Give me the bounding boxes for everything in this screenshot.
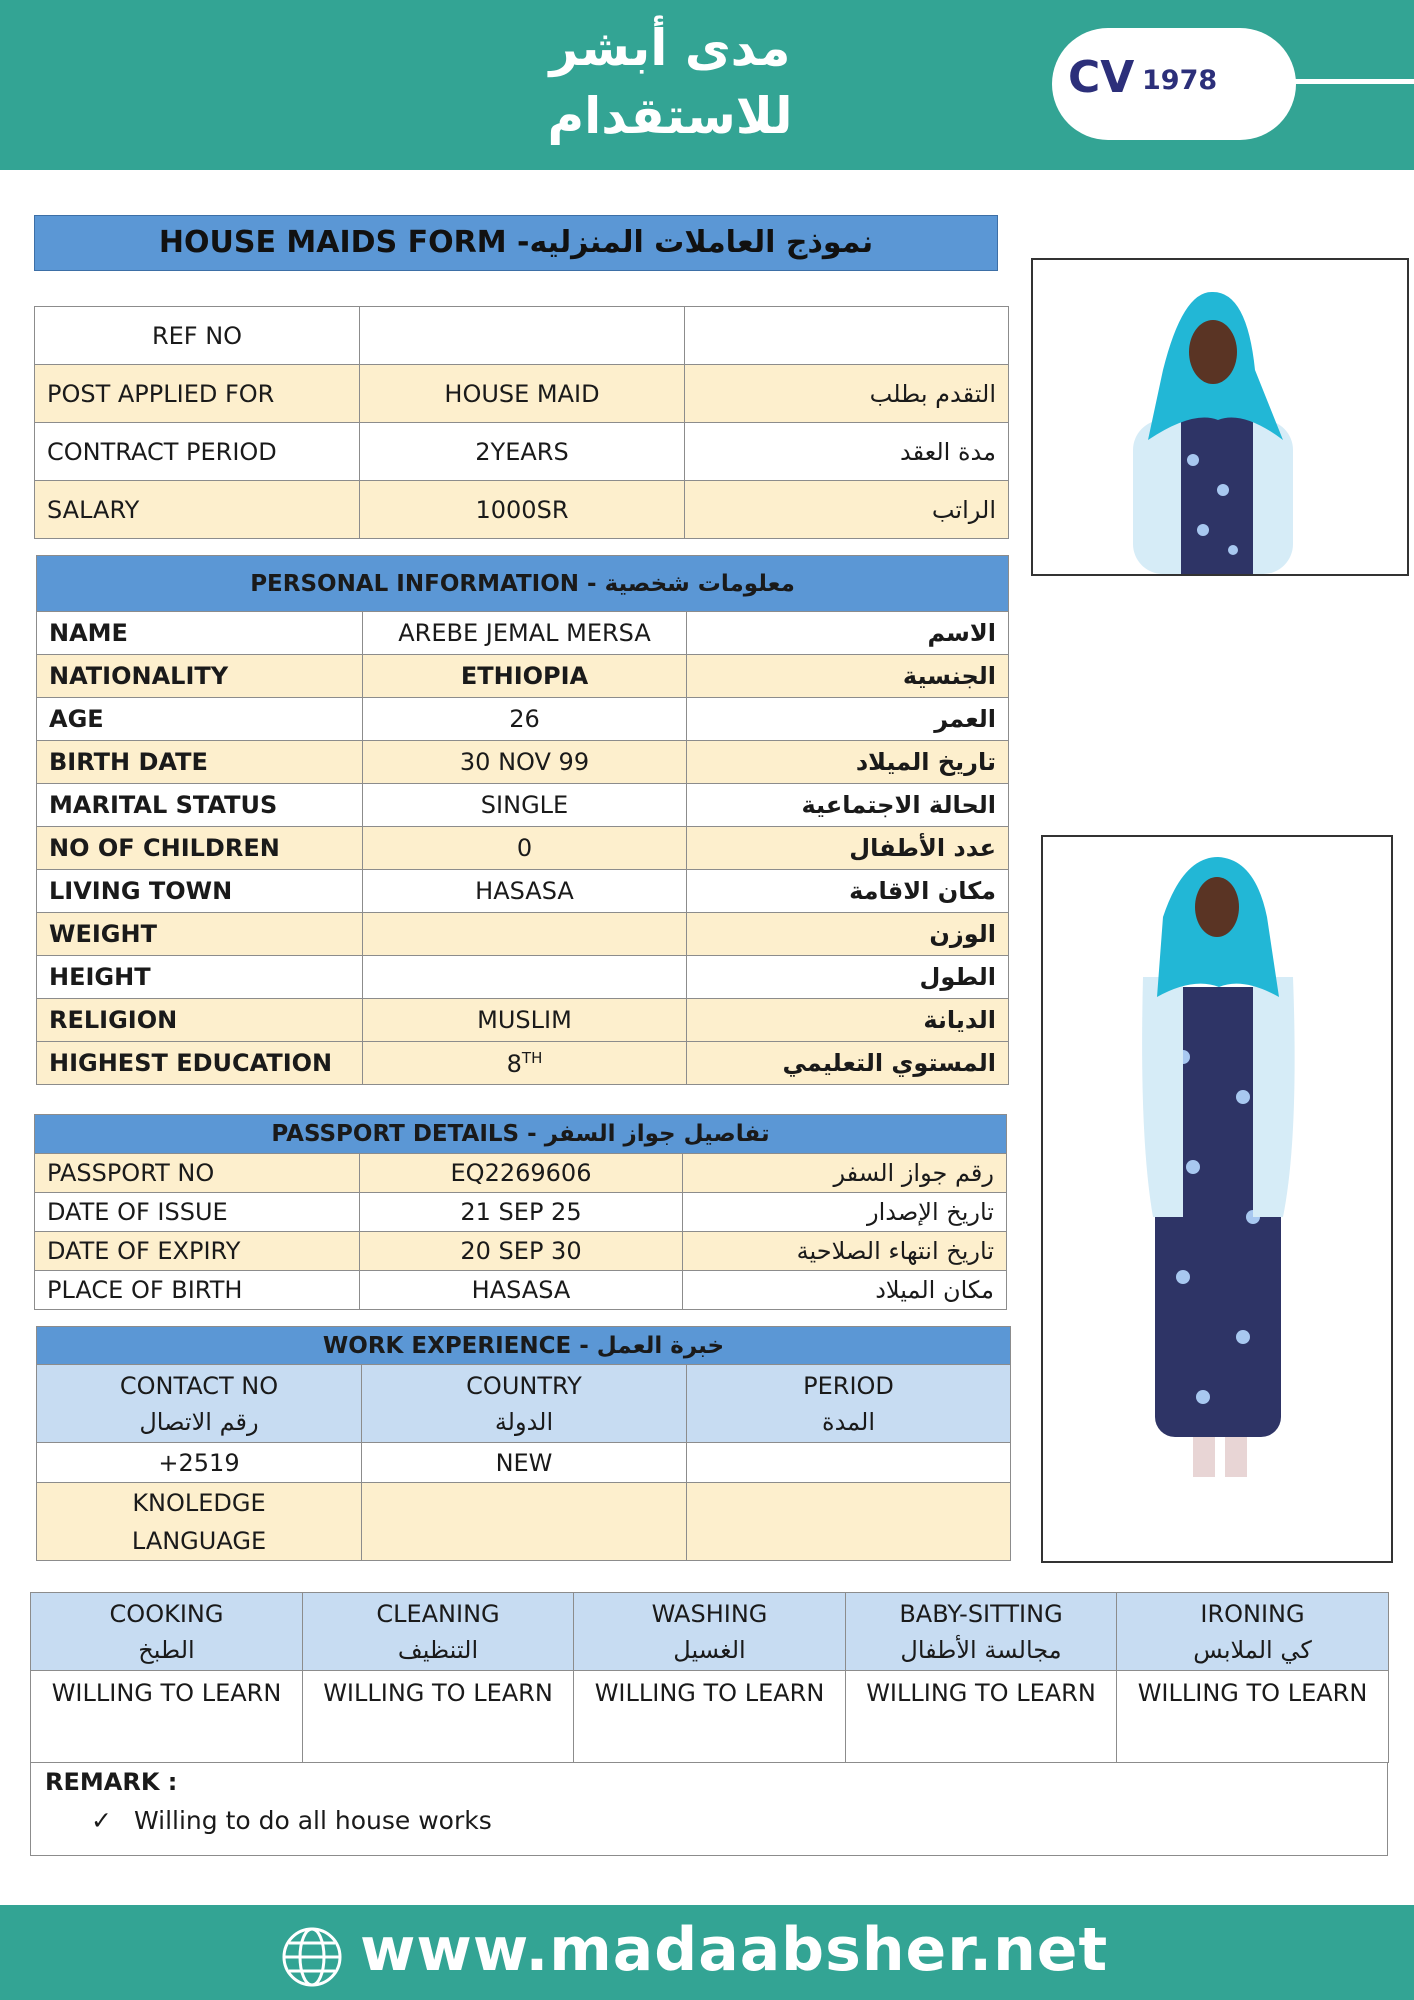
contact-no-header [37, 1365, 362, 1443]
full-body-photo [1041, 835, 1393, 1563]
skill-washing-ar: الغسيل [673, 1635, 746, 1664]
washing-status: WILLING TO LEARN [574, 1671, 846, 1763]
skill-washing [574, 1593, 846, 1671]
nationality-arabic: الجنسية [687, 655, 1009, 698]
knowledge-label-line-1: KNOLEDGE [132, 1488, 266, 1517]
age-value: 26 [363, 698, 687, 741]
header-banner [0, 0, 1414, 170]
skill-cleaning-ar: التنظيف [397, 1635, 479, 1664]
header-divider-line [1280, 79, 1414, 84]
marital-status-label: MARITAL STATUS [37, 784, 363, 827]
table-row [37, 698, 1009, 741]
birth-date-value: 30 NOV 99 [363, 741, 687, 784]
skills-header-row [31, 1593, 1389, 1671]
table-row [35, 1193, 1007, 1232]
table-row [37, 1042, 1009, 1085]
expiry-date-arabic: تاريخ انتهاء الصلاحية [683, 1232, 1007, 1271]
height-value [363, 956, 687, 999]
contract-period-label: CONTRACT PERIOD [35, 423, 360, 481]
name-arabic: الاسم [687, 612, 1009, 655]
personal-info-table [36, 555, 1009, 1085]
name-label: NAME [37, 612, 363, 655]
remark-title: REMARK : [45, 1768, 178, 1796]
children-value: 0 [363, 827, 687, 870]
contact-no-header-en: CONTACT NO [119, 1371, 279, 1400]
living-town-value: HASASA [363, 870, 687, 913]
salary-arabic: الراتب [685, 481, 1009, 539]
brand-line-1: مدى أبشر [549, 19, 791, 77]
table-row [37, 870, 1009, 913]
passport-no-value: EQ2269606 [360, 1154, 683, 1193]
weight-label: WEIGHT [37, 913, 363, 956]
height-arabic: الطول [687, 956, 1009, 999]
skills-status-row [31, 1671, 1389, 1763]
cooking-status: WILLING TO LEARN [31, 1671, 303, 1763]
skill-ironing [1117, 1593, 1389, 1671]
section-header [35, 1115, 1007, 1154]
ref-no-label: REF NO [35, 307, 360, 365]
table-row [37, 1483, 1011, 1561]
country-header [362, 1365, 687, 1443]
contact-no-value: +2519 [37, 1443, 362, 1483]
ironing-status: WILLING TO LEARN [1117, 1671, 1389, 1763]
children-arabic: عدد الأطفال [687, 827, 1009, 870]
table-row [37, 827, 1009, 870]
skill-baby-sitting-en: BABY-SITTING [899, 1599, 1063, 1628]
period-header-en: PERIOD [803, 1371, 894, 1400]
table-row [35, 481, 1009, 539]
expiry-date-value: 20 SEP 30 [360, 1232, 683, 1271]
marital-status-value: SINGLE [363, 784, 687, 827]
children-label: NO OF CHILDREN [37, 827, 363, 870]
portrait-photo [1031, 258, 1409, 576]
skill-washing-en: WASHING [651, 1599, 768, 1628]
education-value [363, 1042, 687, 1085]
table-row [35, 307, 1009, 365]
table-row [37, 741, 1009, 784]
passport-title: PASSPORT DETAILS - تفاصيل جواز السفر [35, 1115, 1007, 1154]
section-header [37, 1327, 1011, 1365]
skill-ironing-ar: كي الملابس [1193, 1635, 1312, 1664]
education-label: HIGHEST EDUCATION [37, 1042, 363, 1085]
issue-date-value: 21 SEP 25 [360, 1193, 683, 1232]
passport-no-label: PASSPORT NO [35, 1154, 360, 1193]
personal-info-title: PERSONAL INFORMATION - معلومات شخصية [37, 556, 1009, 612]
birth-date-label: BIRTH DATE [37, 741, 363, 784]
globe-icon [280, 1925, 344, 1989]
brand-name [400, 14, 940, 150]
age-label: AGE [37, 698, 363, 741]
skill-cooking [31, 1593, 303, 1671]
baby-sitting-status: WILLING TO LEARN [846, 1671, 1117, 1763]
work-header-row [37, 1365, 1011, 1443]
cv-number: 1978 [1142, 65, 1218, 96]
birth-date-arabic: تاريخ الميلاد [687, 741, 1009, 784]
portrait-figure [1033, 260, 1407, 574]
education-arabic: المستوي التعليمي [687, 1042, 1009, 1085]
footer-banner [0, 1905, 1414, 2000]
country-header-en: COUNTRY [466, 1371, 582, 1400]
name-value: AREBE JEMAL MERSA [363, 612, 687, 655]
living-town-label: LIVING TOWN [37, 870, 363, 913]
post-applied-label: POST APPLIED FOR [35, 365, 360, 423]
religion-label: RELIGION [37, 999, 363, 1042]
passport-table [34, 1114, 1007, 1310]
table-row [37, 655, 1009, 698]
remark-item [91, 1806, 492, 1835]
table-row [37, 612, 1009, 655]
place-of-birth-arabic: مكان الميلاد [683, 1271, 1007, 1310]
place-of-birth-value: HASASA [360, 1271, 683, 1310]
skills-table [30, 1592, 1389, 1763]
country-header-ar: الدولة [494, 1407, 554, 1436]
contact-no-header-ar: رقم الاتصال [139, 1407, 259, 1436]
cv-prefix: CV [1068, 52, 1135, 103]
nationality-label: NATIONALITY [37, 655, 363, 698]
skill-baby-sitting-ar: مجالسة الأطفال [900, 1635, 1062, 1664]
education-level: 8 [506, 1049, 522, 1078]
application-table [34, 306, 1009, 539]
skill-cleaning-en: CLEANING [376, 1599, 500, 1628]
website-link[interactable]: www.madaabsher.net [360, 1915, 1109, 1985]
post-applied-arabic: التقدم بطلب [685, 365, 1009, 423]
country-value: NEW [362, 1443, 687, 1483]
knowledge-language-extra [687, 1483, 1011, 1561]
check-icon: ✓ [91, 1806, 112, 1835]
salary-label: SALARY [35, 481, 360, 539]
skill-baby-sitting [846, 1593, 1117, 1671]
age-arabic: العمر [687, 698, 1009, 741]
ref-no-value [360, 307, 685, 365]
marital-status-arabic: الحالة الاجتماعية [687, 784, 1009, 827]
remark-box [30, 1762, 1388, 1856]
salary-value: 1000SR [360, 481, 685, 539]
table-row [35, 1232, 1007, 1271]
work-experience-table [36, 1326, 1011, 1561]
table-row [37, 999, 1009, 1042]
living-town-arabic: مكان الاقامة [687, 870, 1009, 913]
skill-cooking-ar: الطبخ [138, 1635, 195, 1664]
table-row [37, 956, 1009, 999]
brand-line-2: للاستقدام [547, 87, 793, 145]
ref-no-arabic [685, 307, 1009, 365]
period-header-ar: المدة [822, 1407, 876, 1436]
religion-value: MUSLIM [363, 999, 687, 1042]
place-of-birth-label: PLACE OF BIRTH [35, 1271, 360, 1310]
knowledge-language-label [37, 1483, 362, 1561]
height-label: HEIGHT [37, 956, 363, 999]
passport-no-arabic: رقم جواز السفر [683, 1154, 1007, 1193]
cleaning-status: WILLING TO LEARN [303, 1671, 574, 1763]
table-row [37, 784, 1009, 827]
table-row [35, 1271, 1007, 1310]
contract-period-value: 2YEARS [360, 423, 685, 481]
table-row [35, 1154, 1007, 1193]
skill-ironing-en: IRONING [1200, 1599, 1305, 1628]
work-experience-title: WORK EXPERIENCE - خبرة العمل [37, 1327, 1011, 1365]
nationality-value: ETHIOPIA [363, 655, 687, 698]
section-header [37, 556, 1009, 612]
weight-value [363, 913, 687, 956]
religion-arabic: الديانة [687, 999, 1009, 1042]
weight-arabic: الوزن [687, 913, 1009, 956]
issue-date-label: DATE OF ISSUE [35, 1193, 360, 1232]
knowledge-language-value [362, 1483, 687, 1561]
post-applied-value: HOUSE MAID [360, 365, 685, 423]
form-title: HOUSE MAIDS FORM -نموذج العاملات المنزليه [34, 215, 998, 271]
issue-date-arabic: تاريخ الإصدار [683, 1193, 1007, 1232]
knowledge-label-line-2: LANGUAGE [131, 1526, 267, 1555]
table-row [35, 423, 1009, 481]
period-header [687, 1365, 1011, 1443]
remark-text: Willing to do all house works [133, 1806, 492, 1835]
skill-cooking-en: COOKING [109, 1599, 224, 1628]
expiry-date-label: DATE OF EXPIRY [35, 1232, 360, 1271]
period-value [687, 1443, 1011, 1483]
table-row [37, 913, 1009, 956]
education-suffix: TH [521, 1048, 543, 1067]
skill-cleaning [303, 1593, 574, 1671]
contract-period-arabic: مدة العقد [685, 423, 1009, 481]
full-body-figure [1043, 837, 1391, 1561]
table-row [35, 365, 1009, 423]
table-row [37, 1443, 1011, 1483]
